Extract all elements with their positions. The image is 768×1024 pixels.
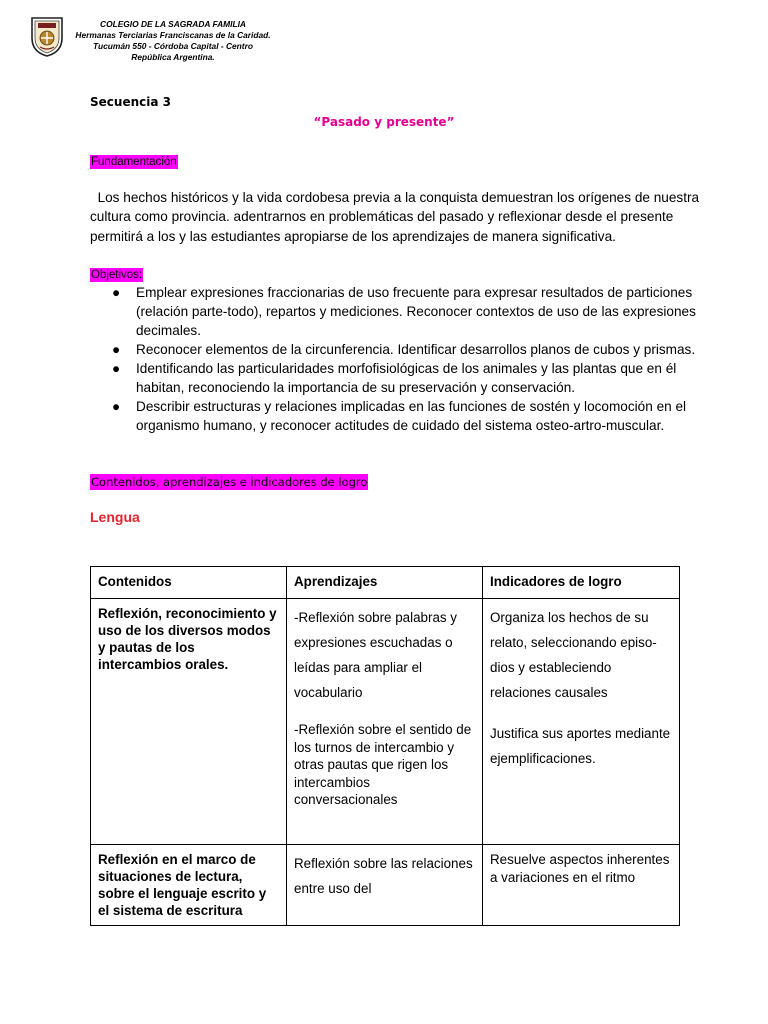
indicadores-cell	[483, 845, 680, 926]
contenido-text: Reflexión en el marco de situaciones de lectura, sobre el lenguaje escrito y el sistema de escritura	[98, 852, 267, 918]
list-item	[104, 359, 704, 397]
lengua-table	[90, 566, 680, 926]
objetivo-text: Emplear expresiones fraccionarias de uso frecuente para expresar resultados de particiones (relación parte-todo), repartos y mediciones. Reconocer contextos de uso de las expresiones decimales.	[136, 285, 696, 338]
aprendizajes-cell	[287, 599, 483, 845]
contenido-cell	[91, 845, 287, 926]
contenidos-heading: Contenidos, aprendizajes e indicadores de logro	[91, 475, 368, 489]
fundamentacion-heading-wrap	[90, 152, 178, 170]
header-contenidos: Contenidos	[91, 567, 287, 599]
aprendizaje-text: -Reflexión sobre el sentido de los turnos de intercambio y otras pautas que rigen los intercambios conversacionales	[294, 722, 472, 807]
indicador-text: Justifica sus aportes mediante ejemplificaciones.	[490, 726, 671, 766]
indicador-text: Resuelve aspectos inherentes a variaciones en el ritmo	[490, 852, 670, 885]
list-item	[104, 397, 704, 435]
objetivo-text: Reconocer elementos de la circunferencia. Identificar desarrollos planos de cubos y prismas.	[136, 342, 696, 357]
bullet-icon: ●	[112, 361, 121, 376]
header-aprendizajes: Aprendizajes	[287, 567, 483, 599]
bullet-icon: ●	[112, 342, 121, 357]
indicador-text: Organiza los hechos de su relato, seleccionando episo-dios y estableciendo relaciones causales	[490, 610, 657, 700]
sequence-subtitle: “Pasado y presente”	[313, 115, 455, 129]
bullet-icon: ●	[112, 399, 121, 414]
aprendizajes-cell	[287, 845, 483, 926]
school-header	[58, 19, 288, 63]
objetivos-heading: Objetivos:	[91, 269, 143, 281]
objetivos-list	[104, 283, 704, 435]
fundamentacion-body: Los hechos históricos y la vida cordobesa previa a la conquista demuestran los orígenes de nuestra cultura como provincia. adentrarnos en problemáticas del pasado y reflexionar desde el presente permitirá a los y las estudiantes apropiarse de los aprendizajes de manera significativa.	[90, 190, 700, 244]
table-row	[91, 845, 680, 926]
contenidos-heading-wrap	[90, 473, 368, 491]
contenido-text: Reflexión, reconocimiento y uso de los diversos modos y pautas de los intercambios orales.	[98, 606, 277, 672]
school-congregation: Hermanas Terciarias Franciscanas de la Caridad.	[75, 30, 271, 40]
table-header-row	[91, 567, 680, 599]
contenido-cell	[91, 599, 287, 845]
list-item	[104, 340, 704, 359]
fundamentacion-text	[90, 188, 700, 246]
table-row	[91, 599, 680, 845]
bullet-icon: ●	[112, 285, 121, 300]
fundamentacion-heading: Fundamentación	[91, 156, 177, 168]
list-item	[104, 283, 704, 340]
school-country: República Argentina.	[131, 52, 215, 62]
aprendizaje-text: -Reflexión sobre palabras y expresiones escuchadas o leídas para ampliar el vocabulario	[294, 610, 458, 700]
sequence-label: Secuencia 3	[90, 95, 171, 109]
school-name: COLEGIO DE LA SAGRADA FAMILIA	[100, 19, 246, 29]
school-address: Tucumán 550 - Córdoba Capital - Centro	[93, 41, 253, 51]
lengua-heading: Lengua	[90, 509, 140, 525]
header-indicadores: Indicadores de logro	[483, 567, 680, 599]
indicadores-cell	[483, 599, 680, 845]
objetivos-heading-wrap	[90, 265, 143, 283]
aprendizaje-text: Reflexión sobre las relaciones entre uso del	[294, 856, 473, 896]
objetivo-text: Identificando las particularidades morfofisiológicas de los animales y las plantas que en él habitan, reconociendo la importancia de su preservación y conservación.	[136, 361, 677, 395]
objetivo-text: Describir estructuras y relaciones implicadas en las funciones de sostén y locomoción en el organismo humano, y reconocer actitudes de cuidado del sistema osteo-artro-muscular.	[136, 399, 687, 433]
